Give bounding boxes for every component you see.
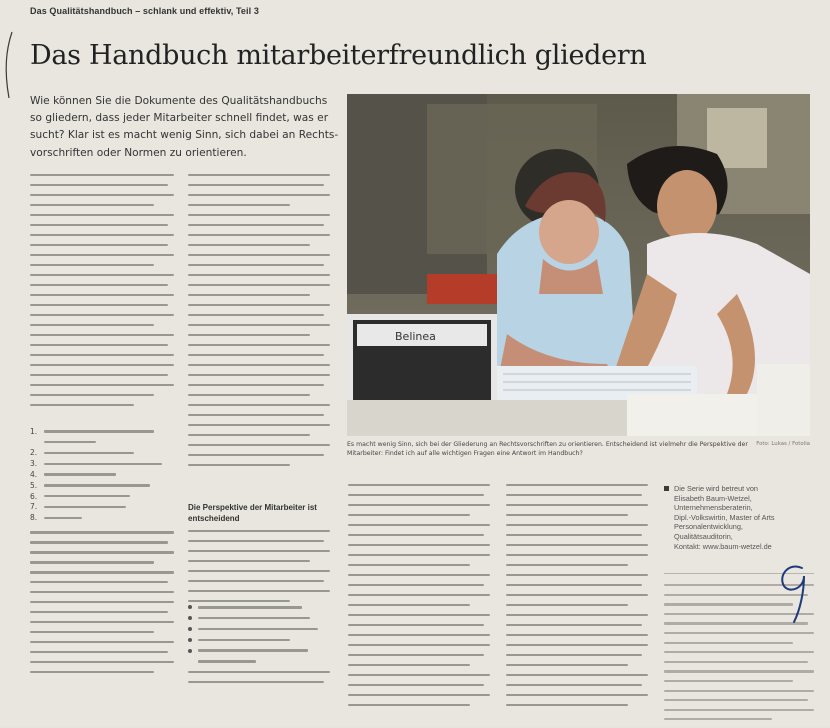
author-line: Personalentwicklung, <box>674 522 743 532</box>
body-column-2-lower <box>188 530 330 610</box>
list-item: 8. <box>30 512 174 523</box>
list-item: 2. <box>30 448 174 459</box>
body-column-4 <box>506 484 648 714</box>
list-item: 1. <box>30 426 174 437</box>
body-column-1 <box>30 174 174 414</box>
author-line: Elisabeth Baum-Wetzel, <box>674 493 752 503</box>
monitor-label: Belinea <box>395 330 436 343</box>
bullet-item <box>188 602 330 613</box>
bullet-item <box>188 624 330 635</box>
section-subheading: Die Perspektive der Mitarbeiter ist entscheidend <box>188 503 317 523</box>
list-item: 4. <box>30 469 174 480</box>
author-line: Die Serie wird betreut von <box>674 484 758 493</box>
lead-line: vorschriften oder Normen zu orientieren. <box>30 146 247 159</box>
body-column-3 <box>348 484 490 714</box>
numbered-list <box>30 426 174 681</box>
series-label: Das Qualitätshandbuch – schlank und effektiv, Teil 3 <box>30 6 259 16</box>
author-line: Dipl.-Volkswirtin, Master of Arts <box>674 512 775 522</box>
list-item: 7. <box>30 502 174 513</box>
photo-credit: Foto: Lukas / Fotolia <box>756 441 810 447</box>
article-photo <box>347 94 810 436</box>
caption-text: Es macht wenig Sinn, sich bei der Gliederung an Rechtsvorschriften zu orientieren. Entscheidend ist vielmehr die Perspektive der Mitarbeiter: Findet ich auf alle wichtigen Fragen eine Antwort im Handbuch? <box>347 441 748 457</box>
list-item: 3. <box>30 458 174 469</box>
bullet-item <box>188 613 330 624</box>
author-line: Unternehmensberaterin, <box>674 503 753 513</box>
lead-line: so gliedern, dass jeder Mitarbeiter schnell findet, was er <box>30 112 329 125</box>
bullet-list <box>188 602 330 691</box>
handwritten-page-mark <box>770 558 816 628</box>
lead-line: sucht? Klar ist es macht wenig Sinn, sich dabei an Rechts- <box>30 129 339 142</box>
bullet-item-continued <box>188 656 330 667</box>
lead-line: Wie können Sie die Dokumente des Qualitätshandbuchs <box>30 95 328 107</box>
author-line: Qualitätsauditorin, <box>674 531 733 541</box>
body-column-2 <box>188 174 330 474</box>
photo-illustration <box>347 94 810 436</box>
bullet-item <box>188 634 330 645</box>
list-item: 6. <box>30 491 174 502</box>
list-item-continued <box>30 437 174 448</box>
square-bullet-icon <box>664 486 669 491</box>
lead-paragraph <box>30 93 340 162</box>
author-contact: Kontakt: www.baum-wetzel.de <box>674 541 772 551</box>
list-item: 5. <box>30 480 174 491</box>
margin-pen-stroke <box>0 30 20 100</box>
headline: Das Handbuch mitarbeiterfreundlich gliedern <box>30 40 647 71</box>
bullet-item <box>188 645 330 656</box>
photo-caption <box>347 440 810 458</box>
